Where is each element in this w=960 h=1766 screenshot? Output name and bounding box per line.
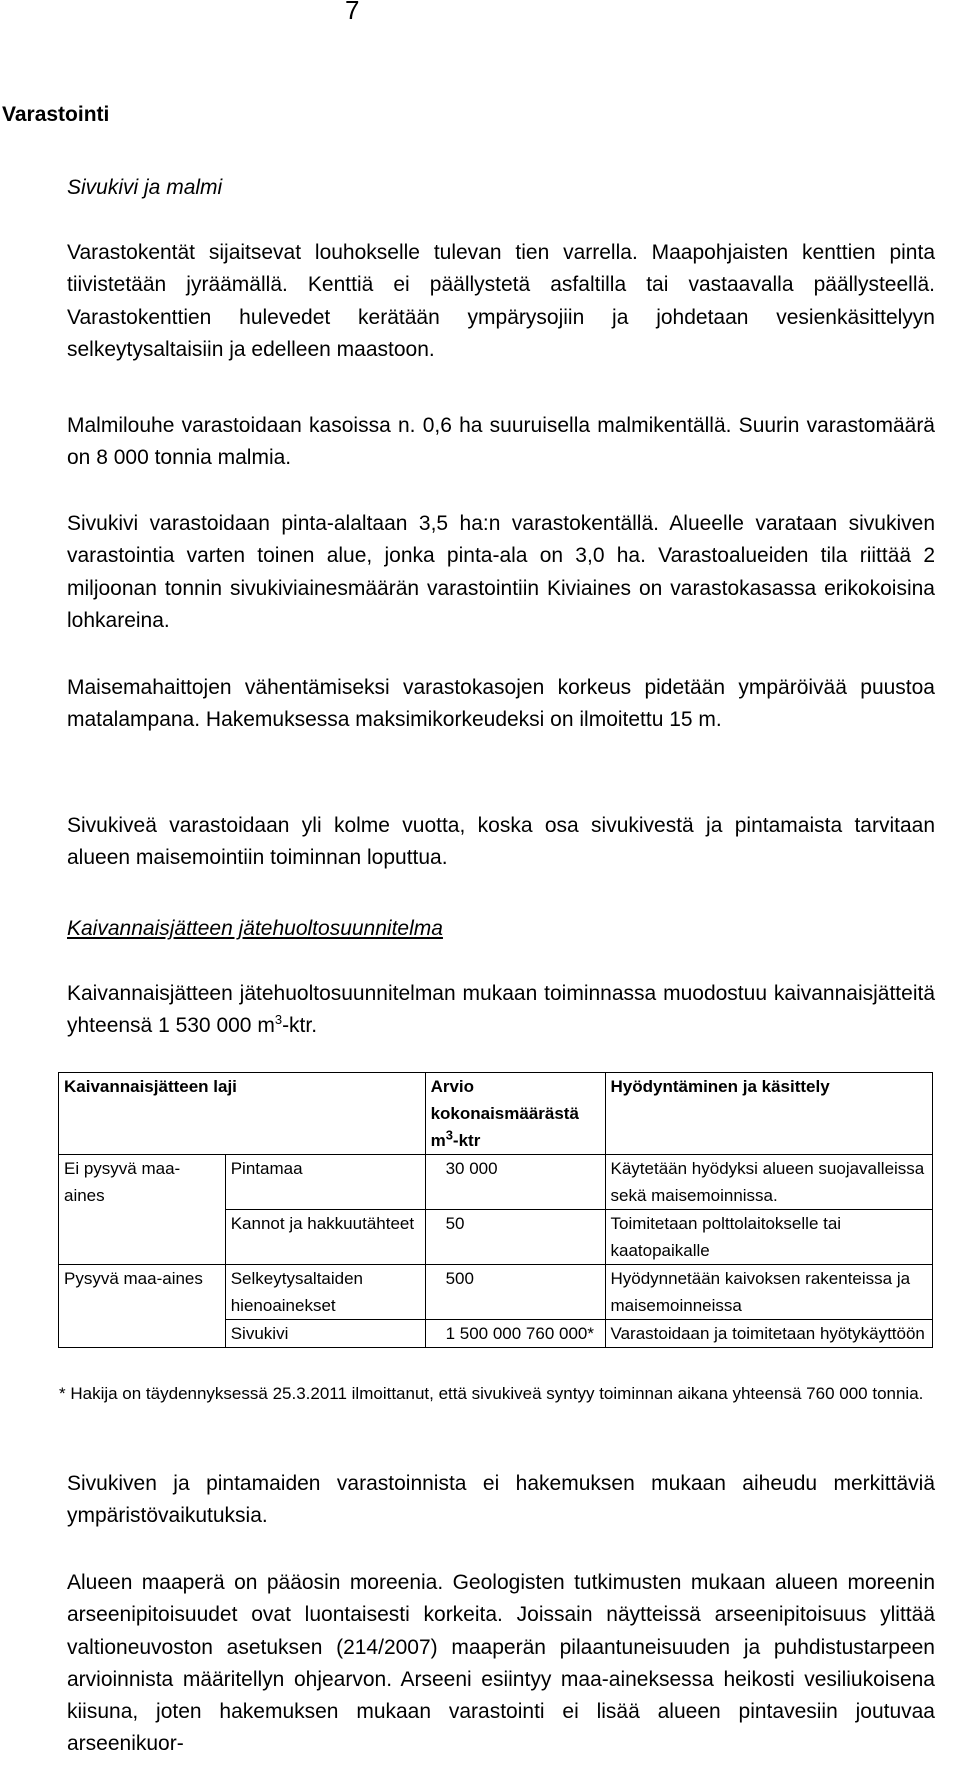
cell-group (59, 1320, 226, 1348)
header-amount-suffix: -ktr (452, 1131, 481, 1150)
cell-subtype: Selkeytysaltaiden hienoainekset (225, 1265, 425, 1320)
paragraph-sivukivi-varastointi: Sivukivi varastoidaan pinta-alaltaan 3,5 ha:n varastokentällä. Alueelle varataan sivukiven varastointia varten toinen alue, jonka pinta-ala on 3,0 ha. Varastoalueiden tila riittää 2 miljoonan tonnin sivukiviainesmäärän varastointiin Kiviaines on varastokasassa erikokoisina lohkareina. (67, 512, 935, 632)
cell-use: Käytetään hyödyksi alueen suojavalleissa sekä maisemoinnissa. (605, 1155, 933, 1210)
paragraph-maisemahaitat: Maisemahaittojen vähentämiseksi varastokasojen korkeus pidetään ympäröivää puustoa matalampana. Hakemuksessa maksimikorkeudeksi on ilmoitettu 15 m. (67, 676, 935, 732)
paragraph-malmilouhe: Malmilouhe varastoidaan kasoissa n. 0,6 ha suuruisella malmikentällä. Suurin varastomäärä on 8 000 tonnia malmia. (67, 414, 935, 470)
cell-amount: 1 500 000 760 000* (425, 1320, 605, 1348)
table-row (59, 1320, 933, 1348)
header-type: Kaivannaisjätteen laji (59, 1073, 426, 1155)
intro-suffix: -ktr. (282, 1014, 318, 1038)
cell-amount: 500 (425, 1265, 605, 1320)
paragraph-varastokentat: Varastokentät sijaitsevat louhokselle tulevan tien varrella. Maapohjaisten kenttien pinta tiivistetään jyräämällä. Kenttiä ei päällystetä asfaltilla tai vastaavalla päällysteellä. Varastokenttien hulevedet kerätään ympärysojiin ja johdetaan vesienkäsittelyyn selkeytysaltaisiin ja edelleen maastoon. (67, 241, 935, 361)
waste-table (58, 1072, 933, 1348)
page-number: 7 (345, 0, 360, 25)
subheading-jatehuolto: Kaivannaisjätteen jätehuoltosuunnitelma (67, 917, 443, 940)
intro-text: Kaivannaisjätteen jätehuoltosuunnitelman mukaan toiminnassa muodostuu kaivannaisjätteitä yhteensä 1 530 000 m (67, 982, 935, 1038)
subheading-sivukivi: Sivukivi ja malmi (67, 176, 223, 199)
paragraph-maapera: Alueen maaperä on pääosin moreenia. Geologisten tutkimusten mukaan alueen moreenin arseenipitoisuudet ovat luontaisesti korkeita. Joissain näytteissä arseenipitoisuus ylittää valtioneuvoston asetuksen (214/2007) maaperän pilaantuneisuuden ja puhdistustarpeen arvioinnista määritellyn ohjearvon. Arseeni esiintyy maa-aineksessa heikosti vesiliukoisena kiisuna, joten hakemuksen mukaan varastointi ei lisää alueen pintavesiin joutuvaa arseenikuor- (67, 1571, 935, 1756)
cell-subtype: Kannot ja hakkuutähteet (225, 1210, 425, 1265)
paragraph-sivukivi-kesto: Sivukiveä varastoidaan yli kolme vuotta, koska osa sivukivestä ja pintamaista tarvitaan alueen maisemointiin toiminnan loputtua. (67, 814, 935, 870)
cell-use: Varastoidaan ja toimitetaan hyötykäyttöön (605, 1320, 933, 1348)
cell-amount: 30 000 (425, 1155, 605, 1210)
intro-superscript: 3 (274, 1012, 283, 1028)
cell-subtype: Sivukivi (225, 1320, 425, 1348)
paragraph-ymparistovaikutukset: Sivukiven ja pintamaiden varastoinnista ei hakemuksen mukaan aiheudu merkittäviä ympäristövaikutuksia. (67, 1472, 935, 1528)
cell-subtype: Pintamaa (225, 1155, 425, 1210)
header-amount-sup: 3 (445, 1127, 453, 1143)
table-row (59, 1265, 933, 1320)
header-amount (425, 1073, 605, 1155)
table-header-row (59, 1073, 933, 1155)
cell-use: Hyödynnetään kaivoksen rakenteissa ja maisemoinneissa (605, 1265, 933, 1320)
paragraph-jatehuolto-intro (67, 978, 935, 1043)
cell-group: Pysyvä maa-aines (59, 1265, 226, 1320)
table-row (59, 1210, 933, 1265)
cell-use: Toimitetaan polttolaitokselle tai kaatopaikalle (605, 1210, 933, 1265)
section-heading: Varastointi (2, 103, 110, 126)
cell-amount: 50 (425, 1210, 605, 1265)
header-amount-text: Arvio kokonaismäärästä m (430, 1077, 579, 1150)
cell-group (59, 1210, 226, 1265)
cell-group: Ei pysyvä maa-aines (59, 1155, 226, 1210)
table-row (59, 1155, 933, 1210)
table-footnote: * Hakija on täydennyksessä 25.3.2011 ilmoittanut, että sivukiveä syntyy toiminnan aikana yhteensä 760 000 tonnia. (59, 1384, 924, 1403)
header-use: Hyödyntäminen ja käsittely (605, 1073, 933, 1155)
